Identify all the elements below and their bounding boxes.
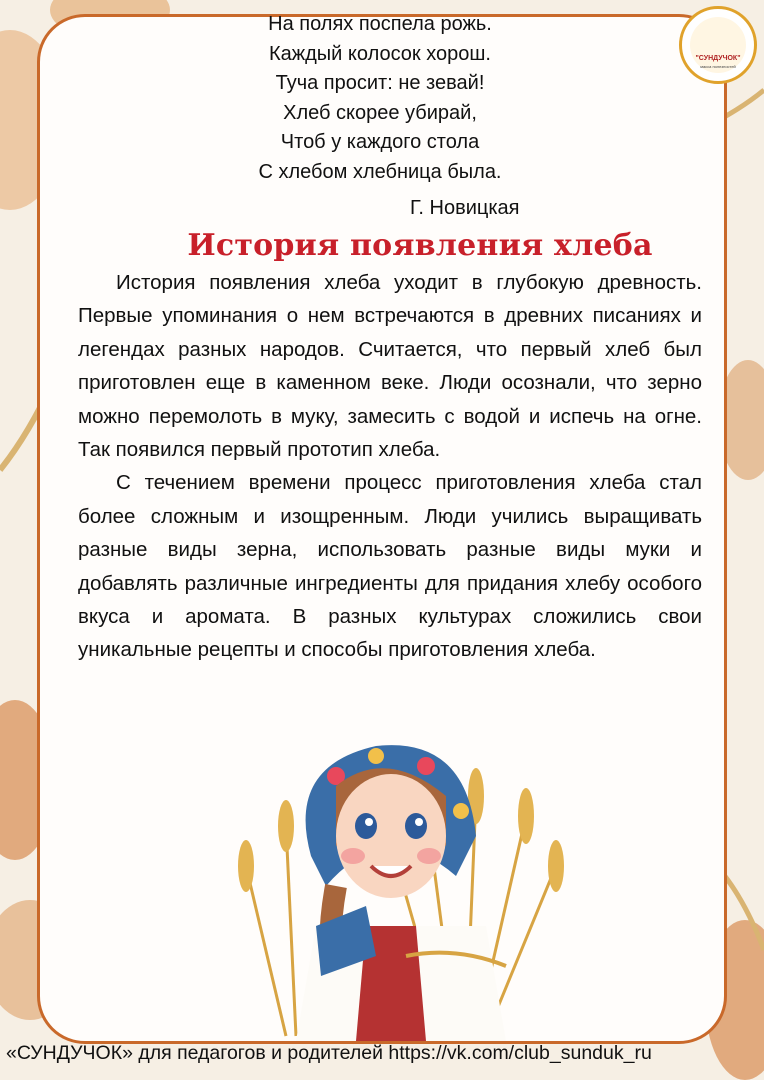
footer-credit: «СУНДУЧОК» для педагогов и родителей https://vk.com/club_sunduk_ru — [6, 1042, 652, 1064]
poem — [0, 10, 760, 187]
logo-name: "СУНДУЧОК" — [695, 55, 741, 62]
page-title: История появления хлеба — [187, 228, 653, 263]
article-body — [78, 266, 702, 667]
poem-line: С хлебом хлебница была. — [258, 160, 502, 183]
poem-line: Хлеб скорее убирай, — [283, 101, 477, 124]
paragraph: История появления хлеба уходит в глубокую древность. Первые упоминания о нем встречаются в древних писаниях и легендах разных народов. Считается, что первый хлеб был приготовлен еще в каменном веке. Люди осознали, что зерно можно перемолоть в муку, замесить с водой и испечь на огне. Так появился первый прототип хлеба. — [78, 271, 702, 462]
poem-line: На полях поспела рожь. — [268, 13, 492, 35]
poem-line: Чтоб у каждого стола — [280, 131, 480, 153]
girl-with-wheat-illustration — [226, 726, 582, 1041]
paragraph: С течением времени процесс приготовления хлеба стал более сложным и изощренным. Люди учились выращивать разные виды зерна, использовать разные виды муки и добавлять различные ингредиенты для придания хлебу особого вкуса и аромата. В разных культурах сложились свои уникальные рецепты и способы приготовления хлеба. — [78, 471, 702, 662]
sunduchok-logo — [679, 6, 757, 84]
logo-subtitle: масса полезностей — [700, 64, 736, 69]
poem-author: Г. Новицкая — [410, 197, 520, 219]
poem-line: Туча просит: не зевай! — [275, 72, 485, 94]
poem-line: Каждый колосок хорош. — [268, 42, 491, 65]
